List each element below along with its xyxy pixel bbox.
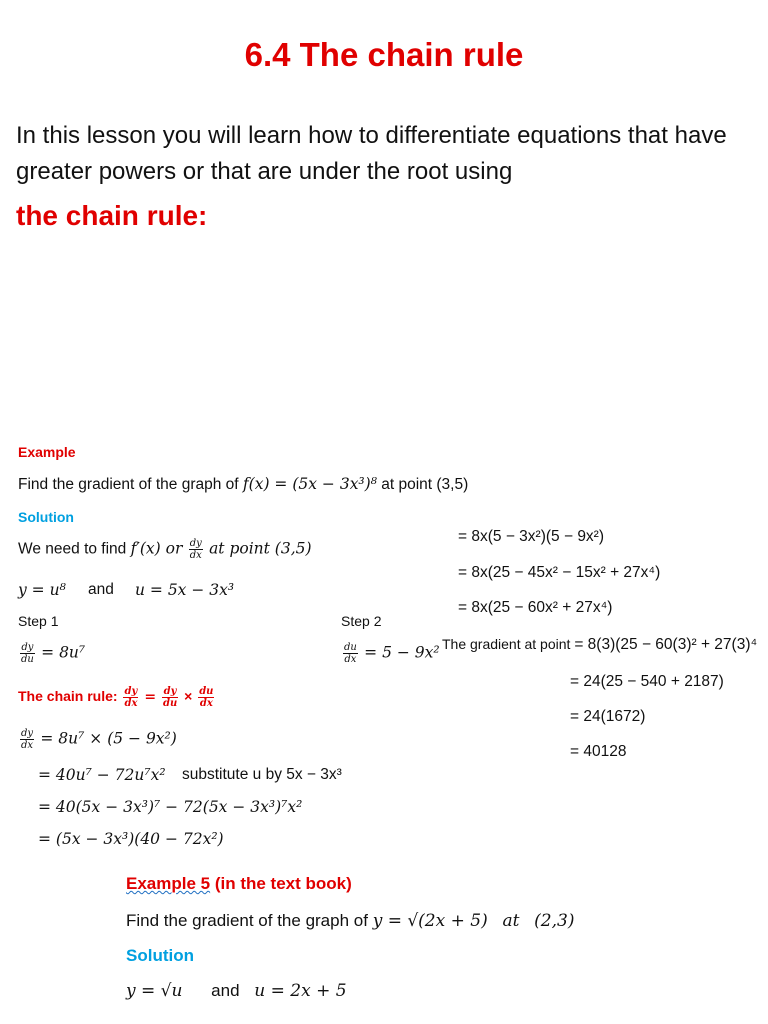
derivation-line-a (18, 728, 177, 751)
chain-rule-formula (18, 686, 216, 709)
chain-frac-dydu: $\frac{dy}{du}$ (162, 686, 178, 709)
derivation-line-c: = 40(5x − 3x³)⁷ − 72(5x − 3x³)⁷x² (38, 798, 303, 816)
gradient-line (442, 636, 757, 654)
line-a-fraction: $\frac{dy}{dx}$ (21, 728, 34, 751)
example5-sub-and: and (211, 981, 240, 1000)
right-line-5: = 24(1672) (570, 708, 646, 725)
problem-text: Find the gradient of the graph of (18, 476, 239, 493)
sub-and: and (88, 581, 114, 598)
step2-equation (341, 642, 440, 665)
chain-rule-heading: the chain rule: (16, 200, 208, 231)
chain-times: × (184, 688, 193, 705)
example5-sub-u: u = 2x + 5 (254, 981, 347, 1001)
example5-function: y = √(2x + 5) (372, 911, 488, 931)
need-text: We need to find (18, 540, 127, 558)
example5-number: Example 5 (126, 874, 211, 893)
solution-label: Solution (18, 509, 74, 525)
example5-label (126, 874, 352, 894)
page-title: 6.4 The chain rule (244, 36, 524, 73)
example5-source: (in the text book) (214, 874, 352, 893)
step2-label: Step 2 (341, 613, 382, 629)
example5-solution-label: Solution (126, 946, 194, 965)
derivation-line-d: = (5x − 3x³)(40 − 72x²) (38, 830, 224, 848)
example-problem (18, 475, 468, 494)
right-line-6: = 40128 (570, 743, 627, 760)
example5-substitution (126, 981, 347, 1001)
right-line-4: = 24(25 − 540 + 2187) (570, 673, 724, 690)
step1-label: Step 1 (18, 613, 59, 629)
line-a-rhs: = 8u⁷ × (5 − 9x²) (40, 729, 177, 748)
chain-rule-label: The chain rule: (18, 688, 118, 705)
gradient-expression: = 8(3)(25 − 60(3)² + 27(3)⁴ (574, 636, 758, 653)
right-line-2: = 8x(25 − 45x² − 15x² + 27x⁴) (458, 564, 661, 581)
step2-fraction: $\frac{du}{dx}$ (344, 642, 357, 665)
example5-at: at (502, 911, 520, 931)
need-to-find-line (18, 538, 312, 561)
step1-fraction: $\frac{dy}{du}$ (21, 642, 34, 665)
sub-y: y = u⁸ (18, 581, 66, 599)
problem-point: at point (3,5) (381, 476, 469, 493)
example5-problem (126, 911, 574, 931)
problem-function: f(x) = (5x − 3x³)⁸ (242, 475, 377, 493)
step1-equation (18, 642, 85, 665)
example-label: Example (18, 444, 76, 460)
chain-equals: = (144, 689, 157, 706)
right-line-1: = 8x(5 − 3x²)(5 − 9x²) (458, 528, 605, 545)
example5-sub-y: y = √u (126, 981, 183, 1001)
step1-rhs: = 8u⁷ (41, 643, 86, 662)
need-fraction: $\frac{dy}{dx}$ (189, 538, 202, 561)
need-point: at point (3,5) (209, 539, 312, 558)
substitute-note: substitute u by 5x − 3x³ (182, 766, 342, 783)
intro-paragraph: In this lesson you will learn how to differentiate equations that have greater powers or that are under the root using (16, 122, 727, 185)
need-derivative: f′(x) or (130, 539, 183, 558)
step2-rhs: = 5 − 9x² (364, 643, 440, 662)
chain-frac-dydx: $\frac{dy}{dx}$ (124, 686, 138, 709)
sub-u: u = 5x − 3x³ (135, 581, 235, 599)
chain-frac-dudx: $\frac{du}{dx}$ (199, 686, 214, 709)
derivation-line-b: = 40u⁷ − 72u⁷x² (38, 766, 166, 784)
example5-problem-text: Find the gradient of the graph of (126, 911, 368, 930)
example5-point: (2,3) (534, 911, 575, 931)
right-line-3: = 8x(25 − 60x² + 27x⁴) (458, 599, 613, 616)
gradient-label: The gradient at point (442, 636, 571, 652)
